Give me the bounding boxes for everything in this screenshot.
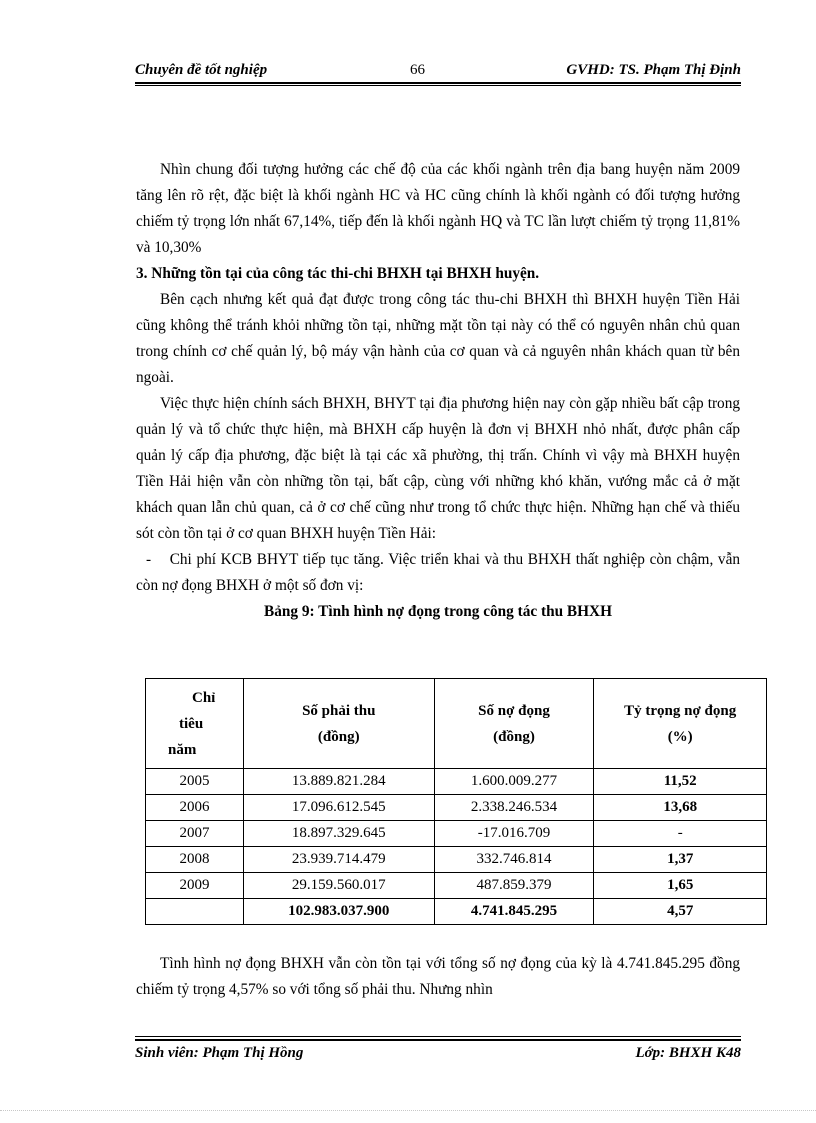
header-receivable bbox=[243, 679, 434, 769]
header-c2-l2: (đồng) bbox=[317, 728, 360, 745]
header-ratio bbox=[594, 679, 767, 769]
header-c3-l2: (đồng) bbox=[493, 728, 535, 745]
cell-year bbox=[146, 899, 244, 925]
cell-year: 2005 bbox=[146, 769, 244, 795]
header-c3-l1: Số nợ đọng bbox=[478, 702, 550, 719]
page-header bbox=[135, 60, 741, 84]
cell-receivable: 17.096.612.545 bbox=[243, 795, 434, 821]
debt-table bbox=[145, 678, 767, 925]
footer-rule-thin bbox=[135, 1036, 741, 1037]
section-heading: 3. Những tồn tại của công tác thi-chi BHXH tại BHXH huyện. bbox=[136, 265, 540, 282]
footer-rule bbox=[135, 1039, 741, 1041]
table-row bbox=[146, 873, 767, 899]
cell-year: 2006 bbox=[146, 795, 244, 821]
header-c1-l1: Chỉ bbox=[192, 689, 216, 706]
cell-ratio: - bbox=[594, 821, 767, 847]
header-indicator-year bbox=[146, 679, 244, 769]
table-row bbox=[146, 821, 767, 847]
cell-debt: 1.600.009.277 bbox=[434, 769, 594, 795]
paragraph-2: Bên cạch nhưng kết quả đạt được trong công tác thu-chi BHXH thì BHXH huyện Tiền Hải cũng không thể tránh khỏi những tồn tại, những mặt tồn tại này có thể có nguyên nhân chủ quan trong chính cơ chế quản lý, bộ máy vận hành của cơ quan và cả nguyên nhân khách quan từ bên ngoài. bbox=[136, 291, 740, 386]
paragraph-4: Tình hình nợ đọng BHXH vẫn còn tồn tại với tổng số nợ đọng của kỳ là 4.741.845.295 đồng chiếm tỷ trọng 4,57% so với tổng số phải thu. Nhưng nhìn bbox=[136, 955, 740, 998]
header-title: Chuyên đề tốt nghiệp bbox=[135, 62, 268, 78]
cell-debt: 2.338.246.534 bbox=[434, 795, 594, 821]
page-footer bbox=[135, 1045, 741, 1067]
header-c1-l3: năm bbox=[168, 741, 197, 758]
cell-receivable: 13.889.821.284 bbox=[243, 769, 434, 795]
cell-ratio: 13,68 bbox=[594, 795, 767, 821]
cell-ratio: 1,65 bbox=[594, 873, 767, 899]
page-edge-dots bbox=[0, 1110, 816, 1111]
bullet-text: Chi phí KCB BHYT tiếp tục tăng. Việc triển khai và thu BHXH thất nghiệp còn chậm, vẫn còn nợ đọng BHXH ở một số đơn vị: bbox=[136, 551, 741, 594]
cell-year: 2009 bbox=[146, 873, 244, 899]
bullet-marker: - bbox=[146, 551, 152, 568]
header-advisor: GVHD: TS. Phạm Thị Định bbox=[566, 62, 741, 78]
cell-ratio: 11,52 bbox=[594, 769, 767, 795]
cell-ratio: 1,37 bbox=[594, 847, 767, 873]
main-text-continued bbox=[136, 951, 740, 1003]
cell-receivable: 29.159.560.017 bbox=[243, 873, 434, 899]
cell-year: 2007 bbox=[146, 821, 244, 847]
header-c1-l2: tiêu bbox=[179, 715, 204, 732]
cell-receivable: 23.939.714.479 bbox=[243, 847, 434, 873]
table-total-row bbox=[146, 899, 767, 925]
header-c4-l2: (%) bbox=[667, 728, 693, 745]
cell-debt: 332.746.814 bbox=[434, 847, 594, 873]
cell-debt: 487.859.379 bbox=[434, 873, 594, 899]
cell-ratio-total: 4,57 bbox=[594, 899, 767, 925]
paragraph-3: Việc thực hiện chính sách BHXH, BHYT tại địa phương hiện nay còn gặp nhiều bất cập trong quản lý và tổ chức thực hiện, mà BHXH cấp huyện là đơn vị BHXH nhỏ nhất, được phân cấp quản lý cấp địa phương, đặc biệt là tại các xã phường, thị trấn. Chính vì vậy mà BHXH huyện Tiền Hải hiện vẫn còn những tồn tại, bất cập, cùng với những khó khăn, vướng mắc cả ở mặt khách quan lẫn chủ quan, cả ở cơ chế cũng như trong tổ chức thực hiện. Những hạn chế và thiếu sót còn tồn tại ở cơ quan BHXH huyện Tiền Hải: bbox=[136, 395, 740, 542]
page-number: 66 bbox=[410, 62, 425, 78]
cell-debt: -17.016.709 bbox=[434, 821, 594, 847]
table-caption: Bảng 9: Tình hình nợ đọng trong công tác thu BHXH bbox=[264, 603, 612, 620]
footer-student: Sinh viên: Phạm Thị Hồng bbox=[135, 1045, 304, 1061]
footer-class: Lớp: BHXH K48 bbox=[635, 1045, 741, 1061]
cell-debt-total: 4.741.845.295 bbox=[434, 899, 594, 925]
paragraph-1: Nhìn chung đối tượng hưởng các chế độ của các khối ngành trên địa bang huyện năm 2009 tăng lên rõ rệt, đặc biệt là khối ngành HC và HC cũng chính là khối ngành có đối tượng hưởng chiếm tỷ trọng lớn nhất 67,14%, tiếp đến là khối ngành HQ và TC lần lượt chiếm tỷ trọng 11,81% và 10,30% bbox=[136, 161, 740, 256]
header-c2-l1: Số phải thu bbox=[302, 702, 376, 719]
header-c4-l1: Tỷ trọng nợ đọng bbox=[624, 702, 737, 719]
cell-receivable: 18.897.329.645 bbox=[243, 821, 434, 847]
cell-receivable-total: 102.983.037.900 bbox=[243, 899, 434, 925]
table-row bbox=[146, 847, 767, 873]
main-text bbox=[136, 157, 740, 625]
table-header-row bbox=[146, 679, 767, 769]
table-row bbox=[146, 769, 767, 795]
table-row bbox=[146, 795, 767, 821]
header-rule-thin bbox=[135, 85, 741, 86]
header-rule bbox=[135, 82, 741, 84]
header-debt bbox=[434, 679, 594, 769]
cell-year: 2008 bbox=[146, 847, 244, 873]
bullet-item bbox=[136, 547, 740, 599]
